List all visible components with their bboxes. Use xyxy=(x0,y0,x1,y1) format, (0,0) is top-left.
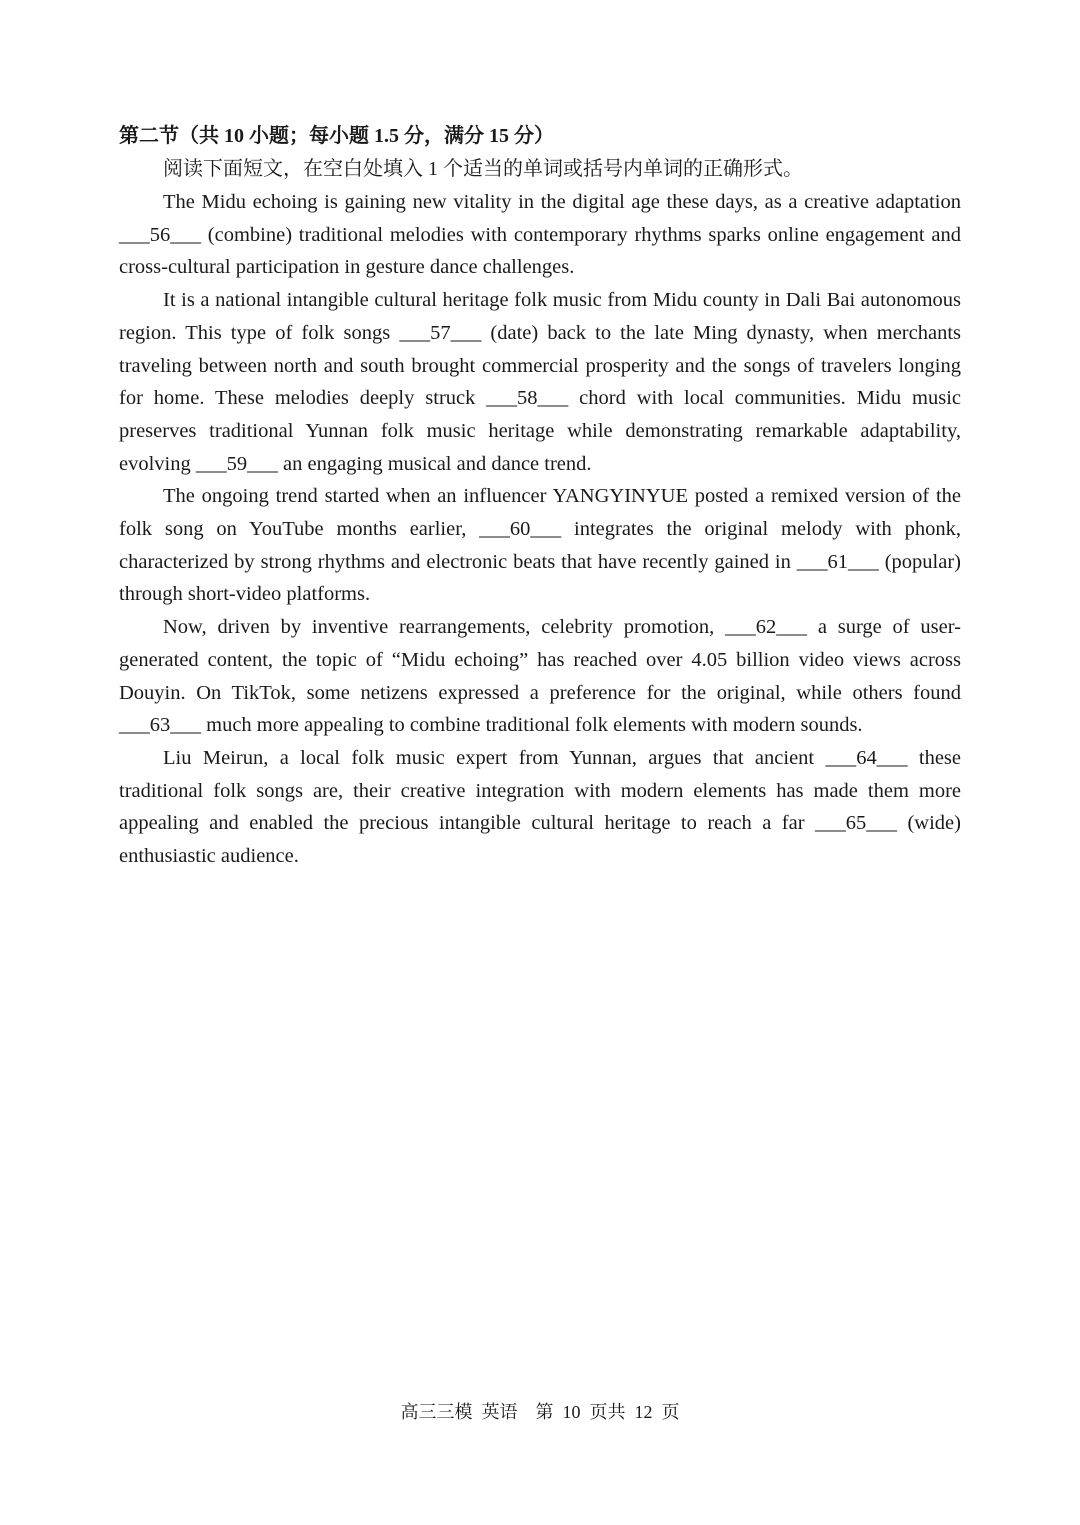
passage-paragraph-3: The ongoing trend started when an influencer YANGYINYUE posted a remixed version of the folk song on YouTube months earlier, ___60___ integrates the original melody with phonk, characterized by strong rhythms and electronic beats that have recently gained in ___61___ (popular) through short-video platforms. xyxy=(119,485,961,606)
passage-paragraph-1: The Midu echoing is gaining new vitality in the digital age these days, as a creative adaptation ___56___ (combine) traditional melodies with contemporary rhythms sparks online engagement and cross-cultural participation in gesture dance challenges. xyxy=(119,191,961,279)
passage-paragraph-2: It is a national intangible cultural heritage folk music from Midu county in Dali Bai autonomous region. This type of folk songs ___57___ (date) back to the late Ming dynasty, when merchants traveling between north and south brought commercial prosperity and the songs of travelers longing for home. These melodies deeply struck ___58___ chord with local communities. Midu music preserves traditional Yunnan folk music heritage while demonstrating remarkable adaptability, evolving ___59___ an engaging musical and dance trend. xyxy=(119,289,961,475)
section-heading: 第二节（共 10 小题；每小题 1.5 分，满分 15 分） xyxy=(119,125,554,147)
page-footer: 高三三模 英语 第 10 页共 12 页 xyxy=(400,1402,680,1422)
instruction-text: 阅读下面短文，在空白处填入 1 个适当的单词或括号内单词的正确形式。 xyxy=(163,158,803,180)
document-page xyxy=(119,120,961,873)
passage-paragraph-5: Liu Meirun, a local folk music expert from Yunnan, argues that ancient ___64___ these traditional folk songs are, their creative integration with modern elements has made them more appealing and enabled the precious intangible cultural heritage to reach a far ___65___ (wide) enthusiastic audience. xyxy=(119,746,961,868)
passage-paragraph-4: Now, driven by inventive rearrangements, celebrity promotion, ___62___ a surge of user-generated content, the topic of “Midu echoing” has reached over 4.05 billion video views across Douyin. On TikTok, some netizens expressed a preference for the original, while others found ___63___ much more appealing to combine traditional folk elements with modern sounds. xyxy=(119,616,961,737)
